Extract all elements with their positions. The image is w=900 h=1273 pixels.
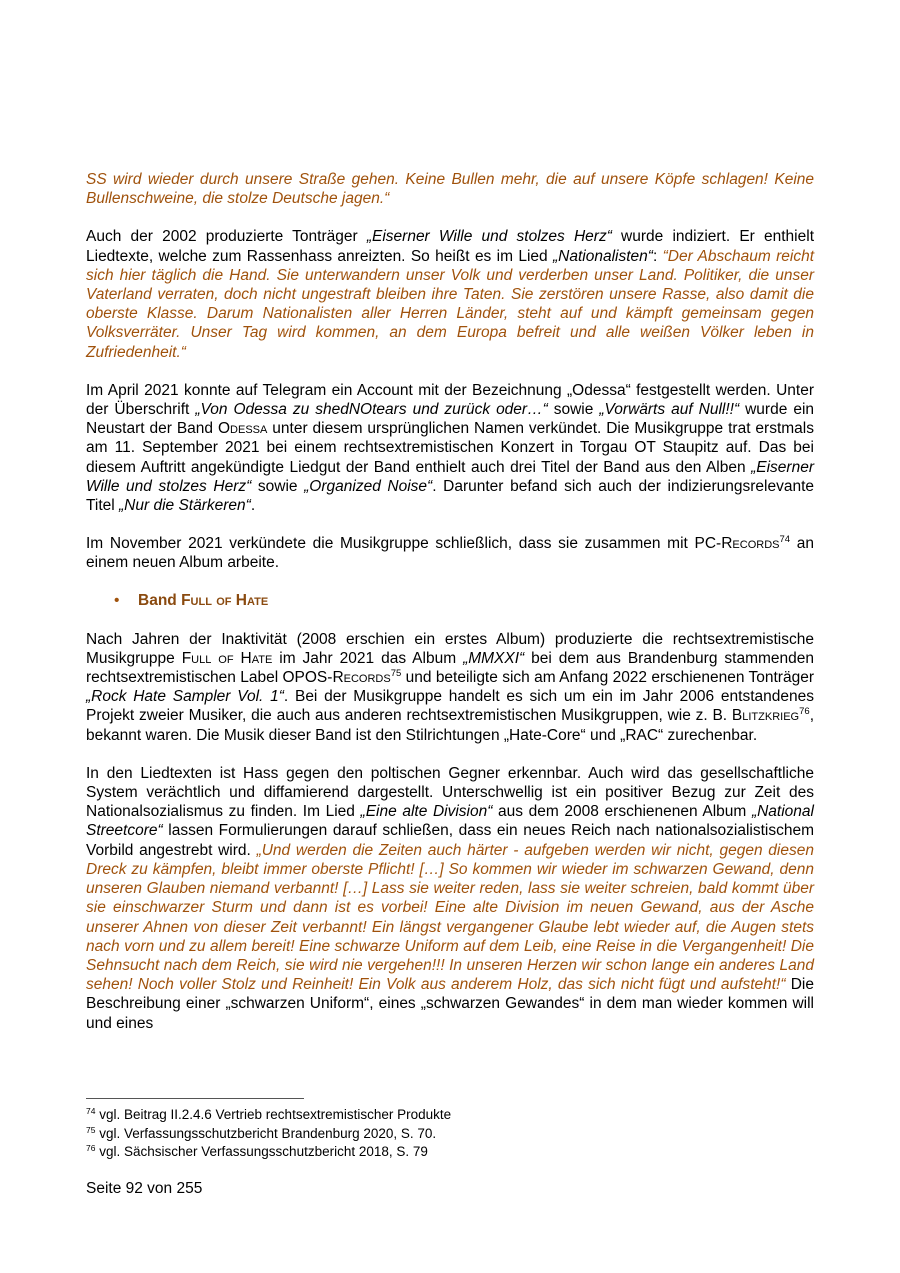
text: wurde indiziert. Er enthielt Liedtexte, welche zum Rassenhass anreizten. So heißt es im Lied: [86, 228, 814, 265]
band-name: Odessa: [217, 420, 268, 438]
text: , bekannt waren. Die Musik dieser Band ist den Stilrichtungen „Hate-Core“ und „RAC“ zurechenbar.: [86, 707, 814, 744]
text: :: [652, 247, 663, 265]
quote-paragraph: [86, 170, 814, 208]
text: im Jahr 2021 das Album: [272, 649, 464, 667]
label-name: Records: [721, 535, 780, 553]
footnote-76: [86, 1143, 814, 1162]
label-name: Records: [332, 669, 391, 687]
text: . Darunter befand sich auch der indizierungsrelevante Titel: [86, 477, 814, 515]
text: unter diesem ursprünglichen Namen verkündet. Die Musikgruppe trat erstmals am 11. September 2021 bei einem rechtsextremistischen Konzert in Torgau OT Staupitz auf. Das bei diesem Auftritt angekündigte Liedgut der Band enthielt auch drei Titel der Band aus den Alben: [86, 420, 814, 476]
section-heading: [86, 592, 814, 611]
paragraph-odessa: [86, 381, 814, 515]
album-title: „Organized Noise“: [304, 477, 433, 495]
footnote-text: vgl. Verfassungsschutzbericht Brandenburg 2020, S. 70.: [95, 1125, 437, 1141]
album-title: „Eiserner Wille und stolzes Herz“: [366, 228, 612, 246]
footnote-ref: 74: [779, 534, 791, 546]
album-title: „MMXXI“: [463, 649, 525, 667]
text: . Bei der Musikgruppe handelt es sich um ein im Jahr 2006 entstandenes Projekt zweier Musiker, die auch aus anderen rechtsextremistischen Musikgruppen, wie z. B.: [86, 688, 814, 725]
footnotes: [86, 1106, 814, 1162]
band-name: Full of Hate: [181, 649, 273, 667]
section-title: [138, 592, 268, 610]
album-title: „National Streetcore“: [86, 803, 814, 840]
lyrics-quote: SS wird wieder durch unsere Straße gehen. Keine Bullen mehr, die auf unsere Köpfe schlagen! Keine Bullenschweine, die stolze Deutsche jagen.“: [86, 171, 814, 208]
lyrics-quote: “Der Abschaum reicht sich hier täglich die Hand. Sie unterwandern unser Volk und verderben unser Land. Politiker, die unser Vaterland verraten, doch nicht ungestraft bleiben ihre Taten. Sie zerstören unsere Rasse, also damit die oberste Klasse. Darum Nationalisten aller Herren Länder, steht auf und kämpft gemeinsam gegen Volksverräter. Unser Tag wird kommen, an dem Europa befreit und alle weißen Völker leben in Zufriedenheit.“: [86, 247, 814, 361]
heading-quote: „Vorwärts auf Null!!“: [599, 401, 740, 419]
text: .: [250, 497, 256, 515]
paragraph-november: [86, 534, 814, 572]
text: In den Liedtexten ist Hass gegen den poltischen Gegner erkennbar. Auch wird das gesellschaftliche System verächtlich und diffamierend dargestellt. Unterschwellig ist ein positiver Bezug zur Zeit des Nationalsozialismus zu finden. Im Lied: [86, 764, 814, 821]
footnote-text: vgl. Beitrag II.2.4.6 Vertrieb rechtsextremistischer Produkte: [95, 1107, 452, 1122]
section-title-prefix: Band: [138, 591, 182, 609]
text: Die Beschreibung einer „schwarzen Uniform“, eines „schwarzen Gewandes“ in dem man wieder kommen will und eines: [86, 976, 814, 1032]
song-title: „Eine alte Division“: [360, 803, 493, 821]
heading-quote: „Von Odessa zu shedNOtears und zurück oder…“: [195, 401, 548, 419]
bullet-icon: •: [114, 591, 120, 609]
footnote-number: 76: [86, 1143, 96, 1153]
album-title: „Eiserner Wille und stolzes Herz“: [86, 458, 814, 495]
footnote-number: 75: [86, 1124, 96, 1135]
band-name: Blitzkrieg: [731, 707, 800, 725]
text: sowie: [547, 401, 600, 419]
footnote-text: vgl. Sächsischer Verfassungsschutzbericht 2018, S. 79: [95, 1144, 428, 1159]
text: wurde ein Neustart der Band: [86, 401, 815, 438]
text: Auch der 2002 produzierte Tonträger: [86, 228, 367, 246]
footnote-ref: 76: [799, 706, 810, 718]
text: bei dem aus Brandenburg stammenden rechtsextremistischen Label OPOS-: [86, 649, 815, 687]
page-number: Seite 92 von 255: [86, 1180, 203, 1197]
text: sowie: [251, 477, 305, 495]
paragraph-liedtexte: [86, 764, 814, 1033]
footnote-ref: 75: [390, 668, 402, 680]
text: Im April 2021 konnte auf Telegram ein Account mit der Bezeichnung „Odessa“ festgestellt werden. Unter der Überschrift: [86, 381, 814, 419]
text: lassen Formulierungen darauf schließen, dass ein neues Reich nach nationalsozialistischem Vorbild angestrebt wird.: [86, 822, 814, 859]
text: Nach Jahren der Inaktivität (2008 erschien ein erstes Album) produzierte die rechtsextremistische Musikgruppe: [86, 630, 814, 667]
text: aus dem 2008 erschienenen Album: [492, 803, 752, 821]
footnote-separator: [86, 1098, 304, 1099]
text: Im November 2021 verkündete die Musikgruppe schließlich, dass sie zusammen mit PC-: [86, 535, 722, 553]
song-title: „Nur die Stärkeren“: [119, 497, 251, 515]
song-title: „Nationalisten“: [553, 247, 653, 265]
lyrics-quote: „Und werden die Zeiten auch härter - aufgeben werden wir nicht, gegen diesen Dreck zu kämpfen, bleibt immer oberste Pflicht! […] So kommen wir wieder im schwarzen Gewand, denn unseren Glauben niemand verbannt! […] Lass sie weiter reden, lass sie weiter schreien, bald kommt über sie einschwarzer Sturm und dann ist es vorbei! Eine alte Division im neuen Gewand, aus der Asche unserer Ahnen von dieser Zeit verbannt! Ein längst vergangener Glaube lebt wieder auf, die Augen stets nach vorn und zu allem bereit! Eine schwarze Uniform auf dem Leib, eine Reise in die Vergangenheit! Die Sehnsucht nach dem Reich, sie wird nie vergehen!!! In unseren Herzen wir schon lange ein anderes Land sehen! Noch voller Stolz und Reinheit! Ein Volk aus anderem Holz, das sich nicht fügt und aufsteht!“: [86, 841, 814, 994]
paragraph-eiserner-wille: [86, 227, 814, 361]
album-title: „Rock Hate Sampler Vol. 1“: [86, 688, 284, 706]
text: und beteiligte sich am Anfang 2022 erschienenen Tonträger: [401, 669, 814, 687]
footnote-74: [86, 1106, 814, 1125]
band-name: Full of Hate: [181, 591, 269, 609]
text: an einem neuen Album arbeite.: [86, 535, 814, 572]
paragraph-full-of-hate: [86, 630, 814, 745]
footnote-number: 74: [86, 1106, 96, 1116]
footnote-75: [86, 1125, 814, 1144]
document-body: [86, 170, 814, 1033]
